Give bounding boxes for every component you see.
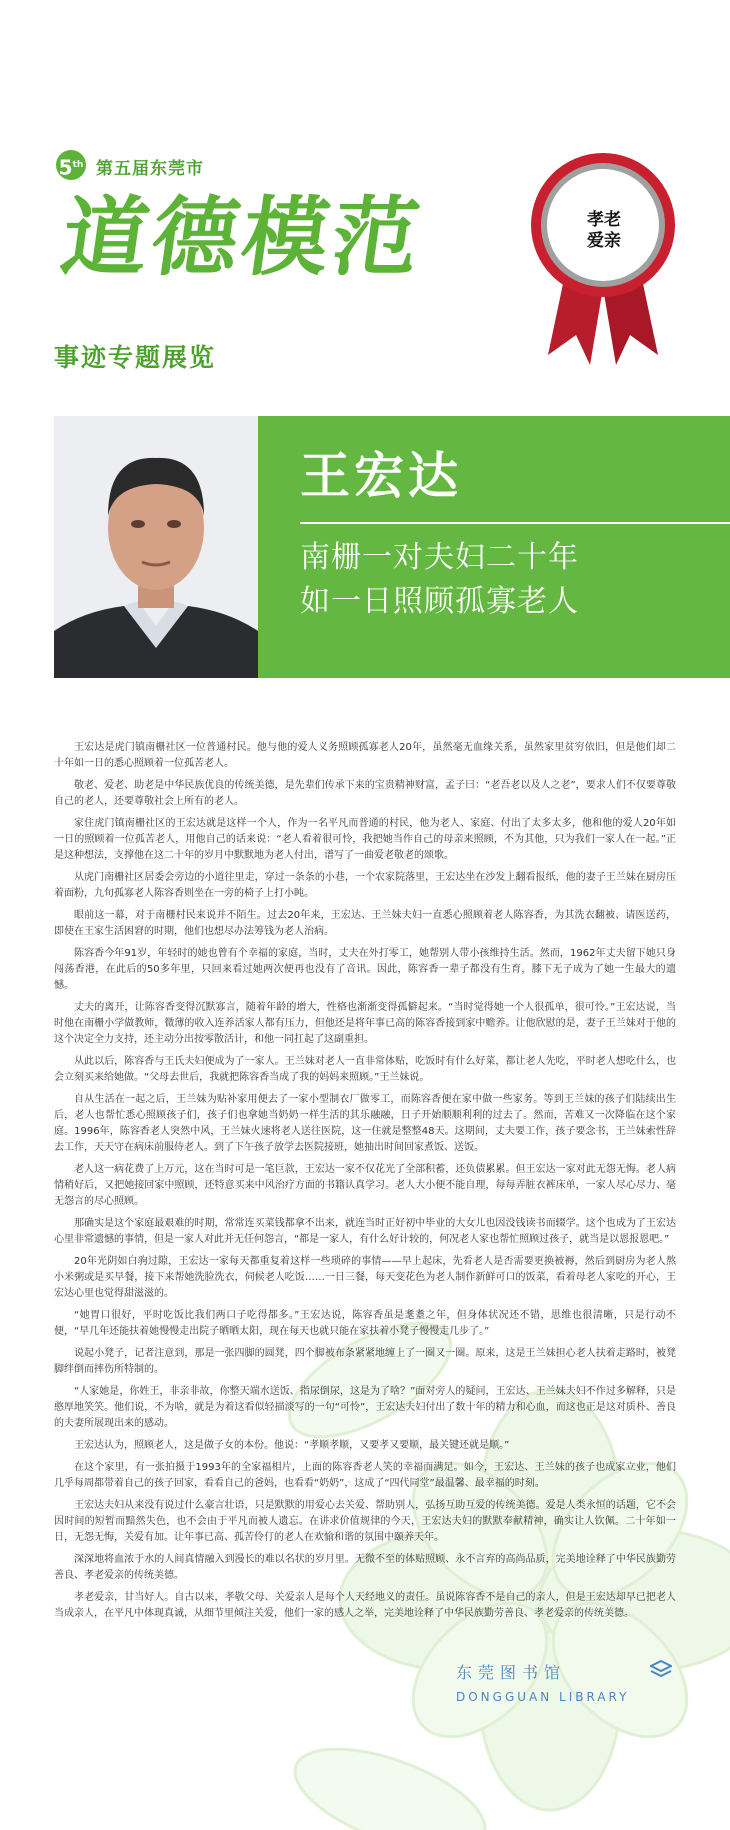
article-paragraph: 从虎门南栅社区居委会旁边的小道往里走，穿过一条条的小巷，一个农家院落里，王宏达坐在沙发上翻看报纸，他的妻子王兰妹在厨房压着面粉，九旬孤寡老人陈容香则坐在一旁的椅子上打小盹。 [54,872,676,899]
article-paragraph: “人家她是，你姓王，非亲非故，你整天端水送饭、指尿倒尿，这是为了啥？”面对旁人的疑问，王宏达、王兰妹夫妇不作过多解释，只是憨厚地笑笑。他们说，不为啥，就是为着这看似轻描淡写的一句“可怜”，王宏达夫妇付出了数十年的精力和心血，而这也正是这对质朴、善良的夫妻所展现出来的感动。 [54,1386,676,1429]
article-paragraph: 20年光阴如白驹过隙，王宏达一家每天都重复着这样一些琐碎的事情——早上起床，先看老人是否需要更换被褥，然后到厨房为老人熬小米粥或是买早餐，接下来帮她洗脸洗衣，伺候老人吃饭……一日三餐，每天变花色为老人制作新鲜可口的饭菜，看着母老人家吃的开心，王宏达心里也觉得甜滋滋的。 [54,1256,676,1299]
edition-number-badge: 5th [56,150,86,180]
article-paragraph: 在这个家里，有一张拍摄于1993年的全家福相片，上面的陈容香老人笑的幸福而满足。如今，王宏达、王兰妹的孩子也成家立业，他们几乎每周都带着自己的孩子回家，看看自己的爸妈，也看看“奶奶”，这成了“四代同堂”最温馨、最幸福的时刻。 [54,1462,676,1489]
library-logo-icon [650,1660,672,1678]
article-paragraph: “她胃口很好，平时吃饭比我们两口子吃得都多。”王宏达说，陈容香虽是耄耋之年，但身体状况还不错，思维也很清晰，只是行动不便，“早几年还能扶着她慢慢走出院子晒晒太阳，现在每天也就只能在家扶着小凳子慢慢走几步了。” [54,1310,676,1337]
library-name-en: DONGGUAN LIBRARY [456,1690,630,1704]
edition-label: 第五届东莞市 [96,159,204,179]
article-paragraph: 王宏达认为，照顾老人，这是做子女的本份。他说：“孝顺孝顺，又要孝又要顺，最关键还就是顺。” [74,1440,510,1451]
article-body [54,740,676,1628]
portrait-person-icon [54,416,258,678]
award-label: 孝老 爱亲 [587,210,621,251]
article-paragraph: 敬老、爱老、助老是中华民族优良的传统美德，是先辈们传承下来的宝贵精神财富，孟子曰：“老吾老以及人之老”，要求人们不仅要尊敬自己的老人，还要尊敬社会上所有的老人。 [54,780,676,807]
article-paragraph: 老人这一病花费了上万元，这在当时可是一笔巨款，王宏达一家不仅花光了全部积蓄，还负债累累。但王宏达一家对此无怨无悔。老人病情稍好后，又把她接回家中照顾，还特意买来中风治疗方面的书籍认真学习。老人大小便不能自理，每每弄脏衣裤床单，一家人尽心尽力、毫无怨言的尽心照顾。 [54,1164,676,1207]
library-name-cn: 东莞图书馆 [456,1663,567,1682]
article-paragraph: 家住虎门镇南栅社区的王宏达就是这样一个人，作为一名平凡而普通的村民，他为老人、家庭、付出了太多太多，他和他的爱人20年如一日的照顾着一位孤苦老人，用他自己的话来说：“老人看着很可怜，我把她当作自己的母亲来照顾，不为其他，只为我们一家人在一起。”正是这种想法，支撑他在这二十年的岁月中默默地为老人付出，谱写了一曲爱老敬老的颂歌。 [54,818,676,861]
page-title: 道德模范 [55,187,430,288]
page-subtitle: 事迹专题展览 [54,343,217,372]
article-paragraph: 从此以后，陈容香与王氏夫妇便成为了一家人。王兰妹对老人一直非常体贴，吃饭时有什么好菜，都让老人先吃，平时老人想吃什么，也会立刻买来给她做。“父母去世后，我就把陈容香当成了我的妈妈来照顾。”王兰妹说。 [54,1056,676,1083]
article-paragraph: 那确实是这个家庭最艰难的时期，常常连买菜钱都拿不出来，就连当时正好初中毕业的大女儿也因没钱读书而辍学。这个也成为了王宏达心里非常遗憾的事情，但是一家人对此并无任何怨言，“都是一家人，有什么好计较的，何况老人家也帮忙照顾过孩子，就当是以恩报恩吧。” [54,1218,676,1245]
banner-divider [300,522,730,524]
article-paragraph: 孝老爱亲，甘当好人。自古以来，孝敬父母、关爱亲人是每个人天经地义的责任。虽说陈容香不是自己的亲人，但是王宏达却早已把老人当成亲人，在平凡中体现真诚，从细节里倾注关爱，他们一家的感人之举，完美地诠释了中华民族勤劳善良、孝老爱亲的传统美德。 [54,1592,676,1619]
article-paragraph: 王宏达夫妇从来没有说过什么豪言壮语，只是默默的用爱心去关爱、帮助别人，弘扬互助互爱的传统美德。爱是人类永恒的话题，它不会因时间的短暂而黯然失色，也不会由于平凡而被人遗忘。在讲求价值规律的今天，王宏达夫妇的默默奉献精神，确实让人钦佩。二十年如一日，无怨无悔，关爱有加。让年事已高、孤苦伶仃的老人在欢愉和谐的氛围中颐养天年。 [54,1500,676,1543]
article-paragraph: 说起小凳子，记者注意到，那是一张四脚的圆凳，四个脚被布条紧紧地缠上了一圈又一圈。原来，这是王兰妹担心老人扶着走路时，被凳脚绊倒而摔伤所特制的。 [54,1348,676,1375]
article-paragraph: 深深地将血浓于水的人间真情融入到漫长的难以名状的岁月里。无微不至的体贴照顾、永不言弃的高尚品质，完美地诠释了中华民族勤劳善良、孝老爱亲的传统美德。 [54,1554,676,1581]
article-paragraph: 陈容香今年91岁，年轻时的她也曾有个幸福的家庭，当时，丈夫在外打零工，她帮别人带小孩维持生活。然而，1962年丈夫留下她只身闯荡香港，在此后的50多年里，只回来看过她两次便再也没有了音讯。因此，陈容香一辈子都没有生育，膝下无子成为了她一生最大的遗憾。 [54,948,676,991]
article-paragraph: 自从生活在一起之后，王兰妹为贴补家用便去了一家小型制衣厂做零工，而陈容香便在家中做一些家务。等到王兰妹的孩子们陆续出生后，老人也帮忙悉心照顾孩子们，孩子们也拿她当奶奶一样生活的其乐融融，日子开始顺顺利利的过去了。然而，苦难又一次降临在这个家庭。1996年，陈容香老人突然中风，王兰妹火速将老人送往医院，这一住就是整整48天。这期间，丈夫要工作，孩子要念书，王兰妹索性辞去工作，天天守在病床前服侍老人。到了下午孩子放学去医院接班，她抽出时间回家煮饭、送饭。 [54,1094,676,1153]
hero-headline: 南栅一对夫妇二十年 如一日照顾孤寡老人 [300,540,579,619]
portrait-photo [54,416,258,678]
article-paragraph: 丈夫的离开，让陈容香变得沉默寡言，随着年龄的增大，性格也渐渐变得孤僻起来。“当时觉得她一个人很孤单，很可怜。”王宏达说，当时他在南栅小学做教师，微薄的收入连养活家人都有压力，但他还是将年事已高的陈容香接到家中赡养。让他欣慰的是，妻子王兰妹对于他的这个决定全力支持，还主动分出按零散活计，和他一同扛起了这副重担。 [54,1002,676,1045]
honoree-name: 王宏达 [300,447,462,505]
article-paragraph: 眼前这一幕，对于南栅村民来说并不陌生。过去20年来，王宏达、王兰妹夫妇一直悉心照顾着老人陈容香，为其洗衣翻被、请医送药，即使在王家生活困窘的时期，他们也想尽办法筹钱为老人治病。 [54,910,676,937]
award-rosette-icon [528,150,678,370]
article-paragraph: 王宏达是虎门镇南栅社区一位普通村民。他与他的爱人义务照顾孤寡老人20年，虽然毫无血缘关系，虽然家里贫穷依旧，但是他们却二十年如一日的悉心照顾着一位孤苦老人。 [54,742,676,769]
